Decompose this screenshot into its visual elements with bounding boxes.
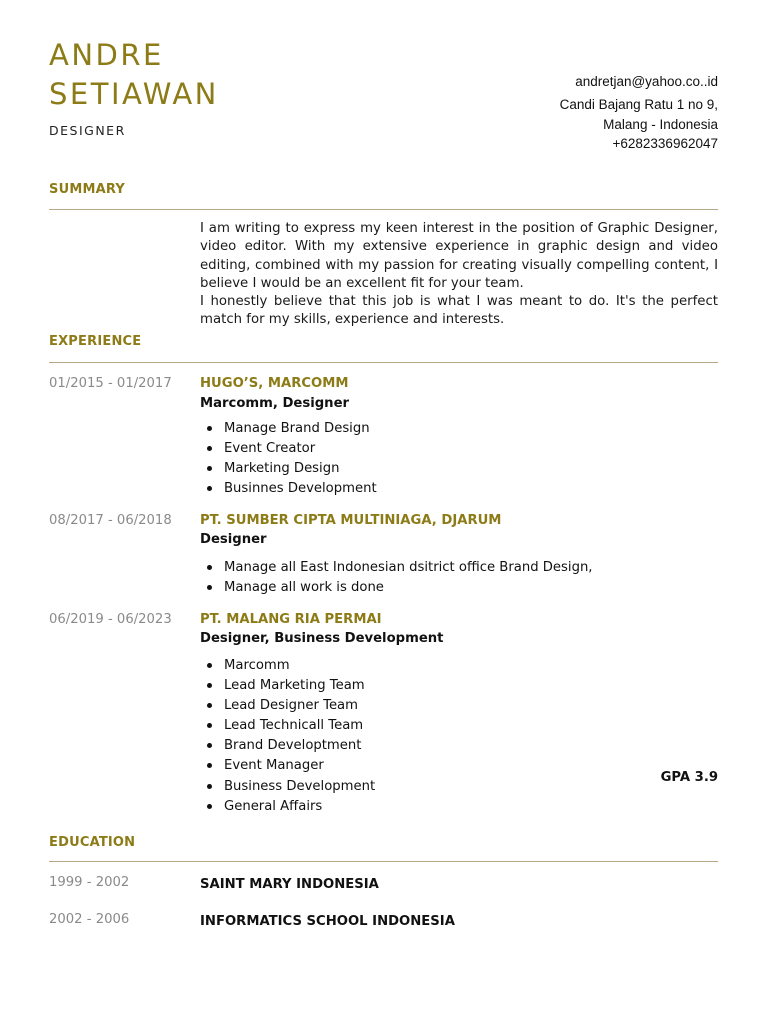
job-company: PT. SUMBER CIPTA MULTINIAGA, DJARUM bbox=[200, 513, 502, 528]
list-item: Lead Designer Team bbox=[206, 696, 375, 716]
summary-heading: SUMMARY bbox=[49, 182, 125, 197]
education-school: INFORMATICS SCHOOL INDONESIA bbox=[200, 914, 455, 929]
contact-address-line1: Candi Bajang Ratu 1 no 9, bbox=[559, 97, 718, 112]
job-duties-list bbox=[206, 419, 377, 499]
contact-phone: +6282336962047 bbox=[612, 136, 718, 151]
experience-divider bbox=[49, 362, 718, 363]
job-position: Marcomm, Designer bbox=[200, 396, 350, 411]
list-item: Lead Marketing Team bbox=[206, 676, 375, 696]
job-position: Designer bbox=[200, 532, 267, 547]
candidate-name bbox=[49, 36, 219, 114]
education-divider bbox=[49, 861, 718, 862]
list-item: Event Manager bbox=[206, 756, 375, 776]
list-item: Marcomm bbox=[206, 656, 375, 676]
job-company: PT. MALANG RIA PERMAI bbox=[200, 612, 382, 627]
summary-divider bbox=[49, 209, 718, 210]
experience-heading: EXPERIENCE bbox=[49, 334, 142, 349]
job-dates: 06/2019 - 06/2023 bbox=[49, 612, 172, 627]
contact-address-line2: Malang - Indonesia bbox=[603, 116, 718, 132]
education-heading: EDUCATION bbox=[49, 835, 136, 850]
job-duties-list bbox=[206, 656, 375, 817]
list-item: Manage Brand Design bbox=[206, 419, 377, 439]
summary-paragraph: I honestly believe that this job is what I was meant to do. It's the perfect match for my skills, experience and interests. bbox=[200, 294, 718, 328]
name-last: SETIAWAN bbox=[49, 77, 219, 111]
summary-text bbox=[200, 220, 718, 330]
job-duties-list bbox=[206, 558, 593, 598]
job-company: HUGO’S, MARCOMM bbox=[200, 376, 349, 391]
list-item: Brand Developtment bbox=[206, 736, 375, 756]
list-item: Marketing Design bbox=[206, 459, 377, 479]
list-item: Manage all East Indonesian dsitrict office Brand Design, bbox=[206, 558, 593, 578]
education-dates: 2002 - 2006 bbox=[49, 912, 130, 927]
job-dates: 01/2015 - 01/2017 bbox=[49, 376, 172, 391]
list-item: Businnes Development bbox=[206, 479, 377, 499]
contact-block bbox=[560, 73, 718, 154]
list-item: Manage all work is done bbox=[206, 578, 593, 598]
education-dates: 1999 - 2002 bbox=[49, 875, 130, 890]
list-item: General Affairs bbox=[206, 797, 375, 817]
job-title: DESIGNER bbox=[49, 123, 126, 138]
job-position: Designer, Business Development bbox=[200, 631, 444, 646]
summary-paragraph: I am writing to express my keen interest in the position of Graphic Designer, video editor. With my extensive experience in graphic design and video editing, combined with my passion for creating visually compelling content, I believe I would be an excellent fit for your team. bbox=[200, 221, 718, 291]
education-school: SAINT MARY INDONESIA bbox=[200, 877, 379, 892]
job-dates: 08/2017 - 06/2018 bbox=[49, 513, 172, 528]
gpa-value: GPA 3.9 bbox=[660, 770, 718, 785]
list-item: Event Creator bbox=[206, 439, 377, 459]
list-item: Business Development bbox=[206, 777, 375, 797]
list-item: Lead Technicall Team bbox=[206, 716, 375, 736]
contact-email[interactable]: andretjan@yahoo.co..id bbox=[575, 74, 718, 89]
name-first: ANDRE bbox=[49, 38, 164, 72]
